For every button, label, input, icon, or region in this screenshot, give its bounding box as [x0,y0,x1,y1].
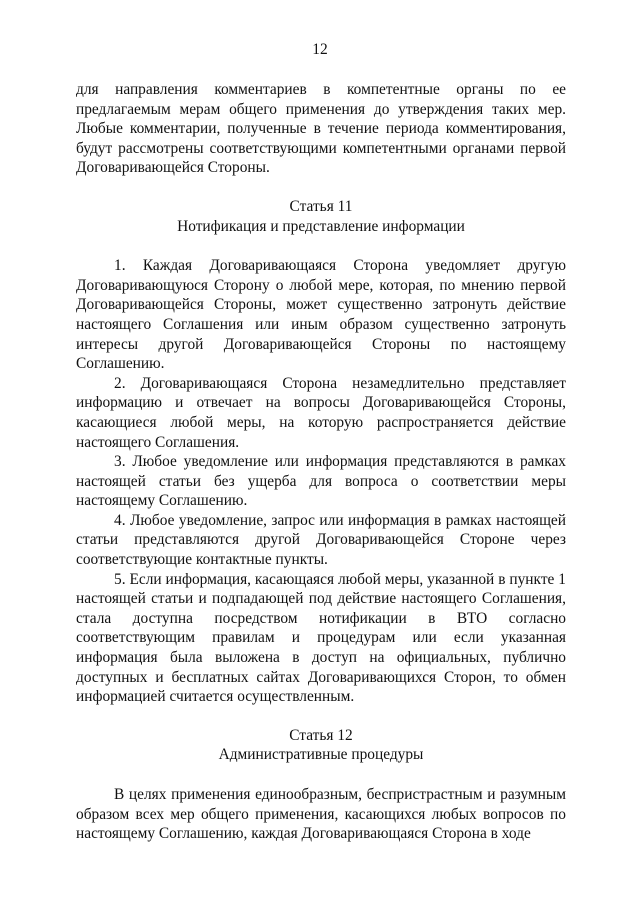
article-12-title: Административные процедуры [218,746,424,764]
page-number: 12 [312,41,328,58]
article-11-body [76,256,566,707]
article-11-paragraph-3: 3. Любое уведомление или информация представляются в рамках настоящей статьи без ущерба для вопроса о соответствии меры настоящему Соглашению. [76,453,566,510]
article-11-paragraph-5: 5. Если информация, касающаяся любой меры, указанной в пункте 1 настоящей статьи и подпадающей под действие настоящего Соглашения, стала доступна посредством нотификации в ВТО согласно соответствующим правилам и процедурам или если указанная информация была выложена в доступ на официальных, публично доступных и бесплатных сайтах Договаривающихся Сторон, то обмен информацией считается осуществленным. [76,570,566,706]
article-11-paragraph-4: 4. Любое уведомление, запрос или информация в рамках настоящей статьи представляются другой Договаривающейся Стороне через соответствующие контактные пункты. [76,511,566,569]
article-11-number: Статья 11 [289,197,353,215]
intro-paragraph: для направления комментариев в компетентные органы по ее предлагаемым мерам общего применения до утверждения таких мер. Любые комментарии, полученные в течение периода комментирования, будут рассмотрены соответствующими компетентными органами первой Договаривающейся Стороны. [76,81,566,177]
document-body [76,80,566,844]
article-11-paragraph-1: 1. Каждая Договаривающаяся Сторона уведомляет другую Договаривающуюся Сторону о любой мере, которая, по мнению первой Договаривающейся Стороны, может существенно затронуть действие настоящего Соглашения или иным образом существенно затронуть интересы другой Договаривающейся Стороны по настоящему Соглашению. [76,257,566,373]
article-11-paragraph-2: 2. Договаривающаяся Сторона незамедлительно представляет информацию и отвечает на вопросы Договаривающейся Стороны, касающиеся любой меры, на которую распространяется действие настоящего Соглашения. [76,374,566,451]
article-12-number: Статья 12 [289,726,353,744]
article-12-paragraph-1: В целях применения единообразным, беспристрастным и разумным образом всех мер общего применения, касающихся любых вопросов по настоящему Соглашению, каждая Договаривающаяся Сторона в ходе [76,786,566,843]
article-12-body [76,785,566,844]
article-11-title: Нотификация и представление информации [177,217,465,235]
